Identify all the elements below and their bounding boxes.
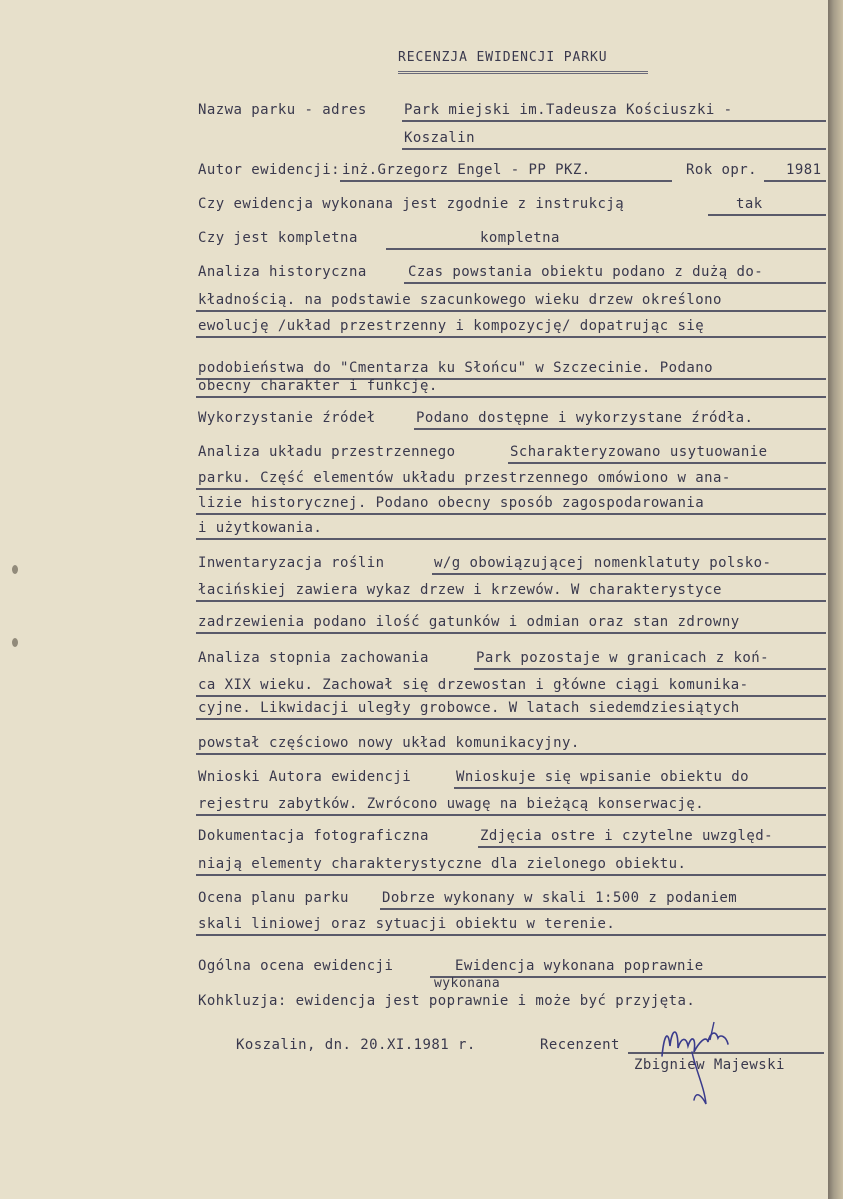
underline — [402, 120, 826, 122]
underline — [196, 695, 826, 697]
label-plant-inventory: Inwentaryzacja roślin — [198, 555, 385, 571]
label-spatial-analysis: Analiza układu przestrzennego — [198, 444, 456, 460]
underline — [404, 282, 826, 284]
label-photo-documentation: Dokumentacja fotograficzna — [198, 828, 429, 844]
value-plan-assessment: Dobrze wykonany w skali 1:500 z podaniem — [382, 890, 738, 906]
label-overall-assessment: Ogólna ocena ewidencji — [198, 958, 394, 974]
handwritten-signature — [648, 1016, 738, 1111]
value-author: inż.Grzegorz Engel - PP PKZ. — [342, 162, 591, 178]
underline — [196, 488, 826, 490]
label-park-name: Nazwa parku - adres — [198, 102, 367, 118]
label-year: Rok opr. — [686, 162, 758, 178]
value-photo-documentation: Zdjęcia ostre i czytelne uwzględ- — [480, 828, 773, 844]
value-spatial-analysis: Scharakteryzowano usytuowanie — [510, 444, 768, 460]
underline — [402, 148, 826, 150]
document-title: RECENZJA EWIDENCJI PARKU — [398, 50, 608, 65]
value-plan-assessment: skali liniowej oraz sytuacji obiektu w terenie. — [198, 916, 616, 932]
value-spatial-analysis: parku. Część elementów układu przestrzennego omówiono w ana- — [198, 470, 731, 486]
underline — [196, 336, 826, 338]
underline — [474, 668, 826, 670]
underline — [708, 214, 826, 216]
value-preservation-analysis: powstał częściowo nowy układ komunikacyjny. — [198, 735, 580, 751]
reviewer-label: Recenzent — [540, 1037, 620, 1053]
label-author: Autor ewidencji: — [198, 162, 341, 178]
value-overall-assessment: Ewidencja wykonana poprawnie — [455, 958, 704, 974]
underline — [478, 846, 826, 848]
label-completeness: Czy jest kompletna — [198, 230, 358, 246]
place-date: Koszalin, dn. 20.XI.1981 r. — [236, 1037, 476, 1053]
underline — [196, 396, 826, 398]
label-author-conclusions: Wnioski Autora ewidencji — [198, 769, 412, 785]
underline — [454, 787, 826, 789]
conclusion: Kohkluzja: ewidencja jest poprawnie i może być przyjęta. — [198, 993, 696, 1009]
value-preservation-analysis: Park pozostaje w granicach z koń- — [476, 650, 769, 666]
underline — [196, 600, 826, 602]
underline — [196, 513, 826, 515]
reviewer-name: Zbigniew Majewski — [634, 1057, 785, 1073]
value-author-conclusions: rejestru zabytków. Zwrócono uwagę na bieżącą konserwację. — [198, 796, 705, 812]
underline — [196, 632, 826, 634]
underline — [340, 180, 672, 182]
underline — [196, 310, 826, 312]
value-historical-analysis: ewolucję /układ przestrzenny i kompozycję/ dopatrując się — [198, 318, 705, 334]
value-sources: Podano dostępne i wykorzystane źródła. — [416, 410, 754, 426]
value-plant-inventory: w/g obowiązującej nomenklatuty polsko- — [434, 555, 772, 571]
value-historical-analysis: kładnością. na podstawie szacunkowego wieku drzew określono — [198, 292, 722, 308]
value-year: 1981 — [786, 162, 822, 178]
underline — [414, 428, 826, 430]
label-plan-assessment: Ocena planu parku — [198, 890, 349, 906]
value-park-address: Koszalin — [404, 130, 476, 146]
underline — [432, 573, 826, 575]
underline — [196, 538, 826, 540]
underline — [196, 814, 826, 816]
value-author-conclusions: Wnioskuje się wpisanie obiektu do — [456, 769, 749, 785]
value-plant-inventory: łacińskiej zawiera wykaz drzew i krzewów. W charakterystyce — [198, 582, 722, 598]
value-photo-documentation: niają elementy charakterystyczne dla zielonego obiektu. — [198, 856, 687, 872]
value-spatial-analysis: i użytkowania. — [198, 520, 323, 536]
value-spatial-analysis: lizie historycznej. Podano obecny sposób zagospodarowania — [198, 495, 705, 511]
underline — [386, 248, 826, 250]
label-compliance: Czy ewidencja wykonana jest zgodnie z instrukcją — [198, 196, 625, 212]
underline — [380, 908, 826, 910]
underline — [764, 180, 826, 182]
underline — [196, 874, 826, 876]
underline — [196, 934, 826, 936]
label-historical-analysis: Analiza historyczna — [198, 264, 367, 280]
label-preservation-analysis: Analiza stopnia zachowania — [198, 650, 429, 666]
value-completeness: kompletna — [480, 230, 560, 246]
value-historical-analysis: obecny charakter i funkcję. — [198, 378, 438, 394]
underline — [196, 718, 826, 720]
label-sources: Wykorzystanie źródeł — [198, 410, 376, 426]
value-park-name: Park miejski im.Tadeusza Kościuszki - — [404, 102, 733, 118]
handwritten-correction: wykonana — [434, 976, 501, 991]
value-preservation-analysis: cyjne. Likwidacji uległy grobowce. W latach siedemdziesiątych — [198, 700, 740, 716]
title-underline — [398, 71, 648, 74]
value-historical-analysis: Czas powstania obiektu podano z dużą do- — [408, 264, 764, 280]
value-preservation-analysis: ca XIX wieku. Zachował się drzewostan i główne ciągi komunika- — [198, 677, 749, 693]
underline — [196, 753, 826, 755]
value-plant-inventory: zadrzewienia podano ilość gatunków i odmian oraz stan zdrowny — [198, 614, 740, 630]
value-compliance: tak — [736, 196, 763, 212]
page-edge — [828, 0, 843, 1199]
underline — [508, 462, 826, 464]
value-historical-analysis: podobieństwa do "Cmentarza ku Słońcu" w Szczecinie. Podano — [198, 360, 713, 376]
